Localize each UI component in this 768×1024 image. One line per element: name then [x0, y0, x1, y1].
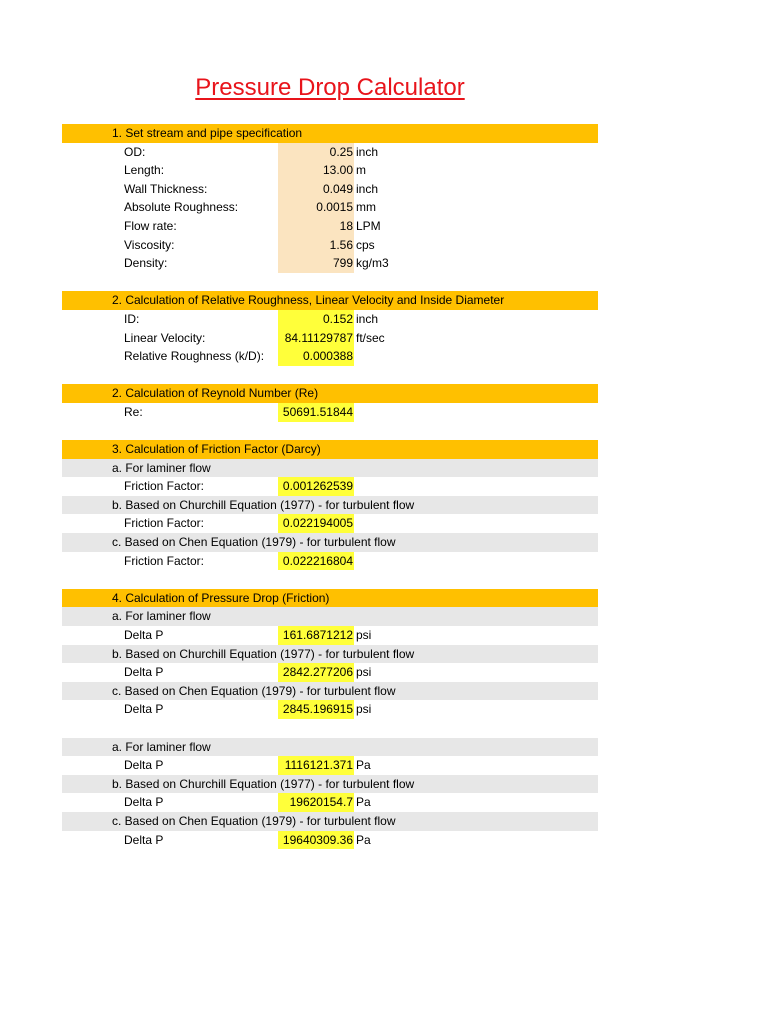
input-row-length: Length: 13.00 m	[62, 161, 598, 180]
subheader-churchill: b. Based on Churchill Equation (1977) - for turbulent flow	[62, 496, 598, 515]
viscosity-input-cell[interactable]: 1.56	[278, 236, 354, 255]
result-row-linear-velocity: Linear Velocity: 84.11129787 ft/sec	[62, 329, 598, 348]
wall-thickness-input-cell[interactable]: 0.049	[278, 180, 354, 199]
subheader-chen-psi: c. Based on Chen Equation (1979) - for turbulent flow	[62, 682, 598, 701]
section-header-friction-factor: 3. Calculation of Friction Factor (Darcy)	[62, 440, 598, 459]
result-row-relative-roughness: Relative Roughness (k/D): 0.000388	[62, 347, 598, 366]
delta-p-chen-pa-cell: 19640309.36	[278, 831, 354, 850]
section-header-reynold-number: 2. Calculation of Reynold Number (Re)	[62, 384, 598, 403]
friction-factor-chen-cell: 0.022216804	[278, 552, 354, 571]
result-row-delta-p-chen-pa: Delta P 19640309.36 Pa	[62, 831, 598, 850]
result-row-friction-factor-churchill: Friction Factor: 0.022194005	[62, 514, 598, 533]
subheader-chen: c. Based on Chen Equation (1979) - for turbulent flow	[62, 533, 598, 552]
result-row-delta-p-churchill-psi: Delta P 2842.277206 psi	[62, 663, 598, 682]
friction-factor-laminer-cell: 0.001262539	[278, 477, 354, 496]
result-row-friction-factor-laminer: Friction Factor: 0.001262539	[62, 477, 598, 496]
input-row-wall-thickness: Wall Thickness: 0.049 inch	[62, 180, 598, 199]
input-row-viscosity: Viscosity: 1.56 cps	[62, 236, 598, 255]
input-row-absolute-roughness: Absolute Roughness: 0.0015 mm	[62, 198, 598, 217]
subheader-laminer-flow: a. For laminer flow	[62, 459, 598, 478]
section-header-stream-spec: 1. Set stream and pipe specification	[62, 124, 598, 143]
input-row-od: OD: 0.25 inch	[62, 143, 598, 162]
re-result-cell: 50691.51844	[278, 403, 354, 422]
calculator-sheet	[62, 124, 598, 849]
input-row-flow-rate: Flow rate: 18 LPM	[62, 217, 598, 236]
result-row-delta-p-laminer-pa: Delta P 1116121.371 Pa	[62, 756, 598, 775]
result-row-re: Re: 50691.51844	[62, 403, 598, 422]
result-row-friction-factor-chen: Friction Factor: 0.022216804	[62, 552, 598, 571]
subheader-churchill-psi: b. Based on Churchill Equation (1977) - for turbulent flow	[62, 645, 598, 664]
subheader-laminer-flow-pa: a. For laminer flow	[62, 738, 598, 757]
delta-p-laminer-pa-cell: 1116121.371	[278, 756, 354, 775]
subheader-churchill-pa: b. Based on Churchill Equation (1977) - for turbulent flow	[62, 775, 598, 794]
result-row-id: ID: 0.152 inch	[62, 310, 598, 329]
relative-roughness-result-cell: 0.000388	[278, 347, 354, 366]
subheader-chen-pa: c. Based on Chen Equation (1979) - for turbulent flow	[62, 812, 598, 831]
delta-p-laminer-psi-cell: 161.6871212	[278, 626, 354, 645]
result-row-delta-p-churchill-pa: Delta P 19620154.7 Pa	[62, 793, 598, 812]
delta-p-chen-psi-cell: 2845.196915	[278, 700, 354, 719]
friction-factor-churchill-cell: 0.022194005	[278, 514, 354, 533]
density-input-cell[interactable]: 799	[278, 254, 354, 273]
result-row-delta-p-chen-psi: Delta P 2845.196915 psi	[62, 700, 598, 719]
result-row-delta-p-laminer-psi: Delta P 161.6871212 psi	[62, 626, 598, 645]
delta-p-churchill-psi-cell: 2842.277206	[278, 663, 354, 682]
subheader-laminer-flow-psi: a. For laminer flow	[62, 607, 598, 626]
linear-velocity-result-cell: 84.11129787	[278, 329, 354, 348]
od-input-cell[interactable]: 0.25	[278, 143, 354, 162]
page-title: Pressure Drop Calculator	[195, 74, 465, 101]
flow-rate-input-cell[interactable]: 18	[278, 217, 354, 236]
section-header-relative-roughness: 2. Calculation of Relative Roughness, Linear Velocity and Inside Diameter	[62, 291, 598, 310]
id-result-cell: 0.152	[278, 310, 354, 329]
absolute-roughness-input-cell[interactable]: 0.0015	[278, 198, 354, 217]
length-input-cell[interactable]: 13.00	[278, 161, 354, 180]
section-header-pressure-drop: 4. Calculation of Pressure Drop (Friction)	[62, 589, 598, 608]
delta-p-churchill-pa-cell: 19620154.7	[278, 793, 354, 812]
input-row-density: Density: 799 kg/m3	[62, 254, 598, 273]
